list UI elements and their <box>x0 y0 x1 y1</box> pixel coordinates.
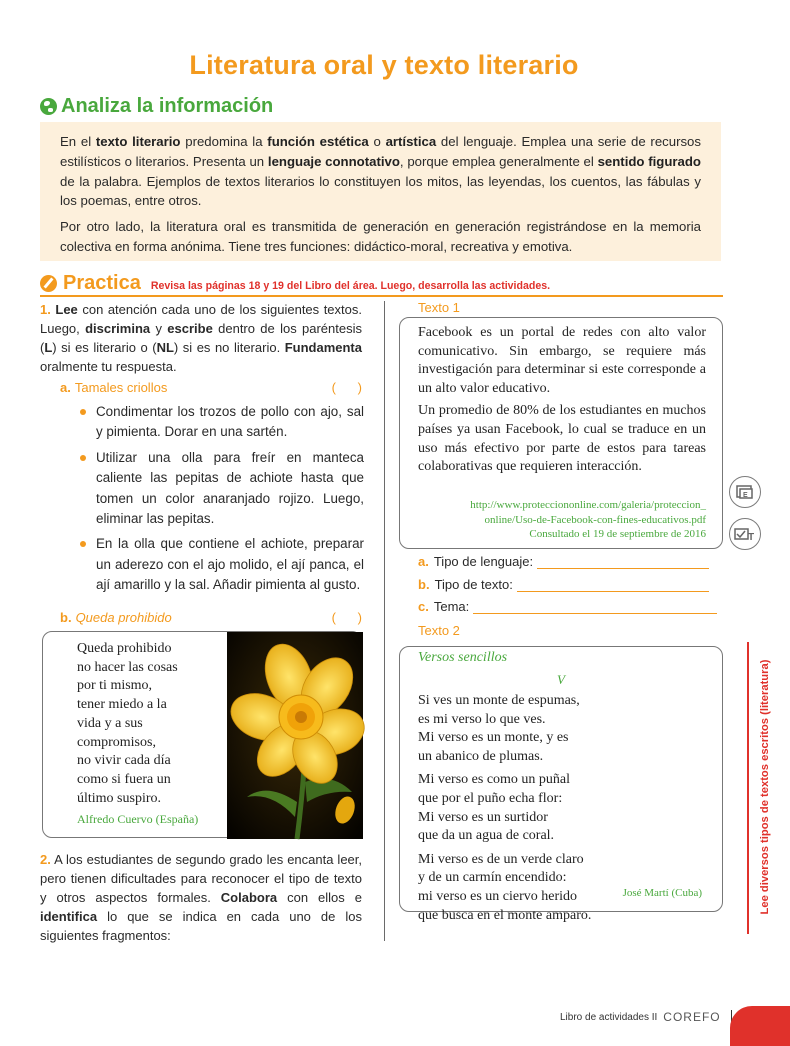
texto-1-source <box>406 498 706 542</box>
section-title: Analiza la información <box>61 95 274 117</box>
question-number: 1. <box>40 302 51 317</box>
answer-parentheses[interactable]: ( ) <box>331 610 362 625</box>
texto-1-label: Texto 1 <box>418 300 460 315</box>
question-2 <box>40 850 362 945</box>
globe-icon <box>40 98 57 115</box>
poem-card <box>42 631 362 838</box>
practica-instruction: Revisa las páginas 18 y 19 del Libro del área. Luego, desarrolla las actividades. <box>150 280 551 292</box>
item-a-heading <box>60 380 362 395</box>
texto-1-body <box>418 324 706 481</box>
pencil-icon <box>40 275 57 292</box>
poem-line: por ti mismo, <box>77 678 153 694</box>
column-divider <box>384 301 385 941</box>
stanza: Mi verso es de un verde claro y de un carmín encendido: mi verso es un ciervo herido que busca en el monte amparo. <box>418 851 592 923</box>
poem-author: José Martí (Cuba) <box>622 887 702 899</box>
field-tipo-lenguaje: a. Tipo de lenguaje: <box>418 554 709 569</box>
page-footer <box>560 1010 754 1024</box>
source-url[interactable]: http://www.protecciononline.com/galeria/proteccion_ <box>470 499 706 511</box>
sidebar-label: Lee diversos tipos de textos escritos (literatura) <box>759 659 771 915</box>
item-b-heading <box>60 610 362 625</box>
list-item: Utilizar una olla para freír en manteca caliente las pepitas de achiote hasta que tomen un color anaranjado rojizo. Luego, eliminar las pepitas. <box>78 448 364 530</box>
poem-title: Versos sencillos <box>418 650 508 665</box>
poem-line: tener miedo a la <box>77 697 167 713</box>
field-tipo-texto: b. Tipo de texto: <box>418 577 709 592</box>
texto-1-paragraph: Un promedio de 80% de los estudiantes en muchos países ya usan Facebook, lo cual se traduce en un uso más efectivo por parte de estos para tareas colaborativas que requieren interacción. <box>418 403 706 475</box>
book-page-icon[interactable] <box>729 476 761 508</box>
info-paragraph-1: En el texto literario predomina la función estética o artística del lenguaje. Emplea una serie de recursos estilísticos o literarios. Presenta un lenguaje connotativo, porque emplea generalmente el sentido figurado de la palabra. Ejemplos de textos literarios lo constituyen los mitos, las leyendas, los cuentos, las fábulas y los poemas, entre otros. <box>60 134 701 209</box>
source-date: Consultado el 19 de septiembre de 2016 <box>529 528 706 540</box>
poem-line: no hacer las cosas <box>77 659 178 675</box>
list-item: Condimentar los trozos de pollo con ajo, sal y pimienta. Dorar en una sartén. <box>78 402 364 443</box>
question-2-text: A los estudiantes de segundo grado les encanta leer, pero tienen dificultades para reconocer el tipo de texto y otros aspectos formales. Colabora con ellos e identifica lo que se indica en cada uno de los siguientes fragmentos: <box>40 852 362 943</box>
texto-2-box <box>399 646 723 923</box>
page-title: Literatura oral y texto literario <box>189 50 579 80</box>
poem-line: Queda prohibido <box>77 641 172 656</box>
info-paragraph-2: Por otro lado, la literatura oral es transmitida de generación en generación registrándose en la memoria colectiva en forma anónima. Tiene tres funciones: didáctico-moral, recreativa y emotiva. <box>60 219 701 254</box>
poem-text <box>77 640 178 808</box>
source-url[interactable]: online/Uso-de-Facebook-con-fines-educativos.pdf <box>484 513 706 526</box>
item-letter: b. <box>60 610 72 625</box>
poem-line: vida y a sus <box>77 715 143 731</box>
texto-2-label: Texto 2 <box>418 623 460 638</box>
item-b-title: Queda prohibido <box>75 610 172 625</box>
list-item: En la olla que contiene el achiote, preparar un aderezo con el ajo molido, el ají panca, el ají amarillo y la sal. Añadir pimienta al gusto. <box>78 534 364 595</box>
answer-parentheses[interactable]: ( ) <box>331 380 362 395</box>
daffodil-image <box>227 632 363 839</box>
question-1-text: Lee con atención cada uno de los siguientes textos. Luego, discrimina y escribe dentro de los paréntesis (L) si es literario o (NL) si es no literario. Fundamenta oralmente tu respuesta. <box>40 302 362 374</box>
check-text-icon[interactable] <box>729 518 761 550</box>
item-letter: a. <box>60 380 71 395</box>
field-label: Tipo de lenguaje: <box>433 554 534 569</box>
publisher-logo: COREFO <box>663 1010 721 1024</box>
question-number: 2. <box>40 852 51 867</box>
field-label: Tema: <box>433 599 470 614</box>
recipe-list <box>78 402 364 601</box>
bullet-icon <box>80 541 86 547</box>
answer-line[interactable] <box>517 577 709 592</box>
bullet-icon <box>80 409 86 415</box>
poem-author: Alfredo Cuervo (España) <box>77 812 199 826</box>
poem-line: como si fuera un <box>77 771 171 787</box>
practica-divider <box>40 295 723 297</box>
section-heading <box>40 95 273 118</box>
field-label: Tipo de texto: <box>434 577 513 592</box>
texto-1-box <box>399 317 723 549</box>
poem-line: último suspiro. <box>77 790 162 806</box>
practica-heading <box>40 272 550 295</box>
practica-label: Practica <box>63 272 141 294</box>
bullet-icon <box>80 455 86 461</box>
sidebar-accent <box>747 642 749 934</box>
info-box <box>40 122 721 261</box>
page-corner-tab <box>730 1006 790 1046</box>
book-title: Libro de actividades II <box>560 1011 658 1023</box>
svg-text:E: E <box>743 492 748 499</box>
question-1 <box>40 300 362 376</box>
texto-1-paragraph: Facebook es un portal de redes con alto valor comunicativo. Sin embargo, se requiere más investigación para determinar si este corresponde a un alto valor educativo. <box>418 325 706 396</box>
stanza: Si ves un monte de espumas, es mi verso lo que ves. Mi verso es un monte, y es un abanico de plumas. <box>418 693 580 765</box>
svg-text:T: T <box>748 532 755 543</box>
poem-body <box>418 692 591 930</box>
answer-line[interactable] <box>473 599 717 614</box>
poem-line: compromisos, <box>77 734 156 750</box>
stanza: Mi verso es como un puñal que por el puño echa flor: Mi verso es un surtidor que da un agua de coral. <box>418 772 571 844</box>
item-a-title: Tamales criollos <box>74 380 168 395</box>
poem-line: no vivir cada día <box>77 753 171 769</box>
poem-section-number: V <box>557 672 565 687</box>
answer-line[interactable] <box>537 554 709 569</box>
field-tema: c. Tema: <box>418 599 717 614</box>
